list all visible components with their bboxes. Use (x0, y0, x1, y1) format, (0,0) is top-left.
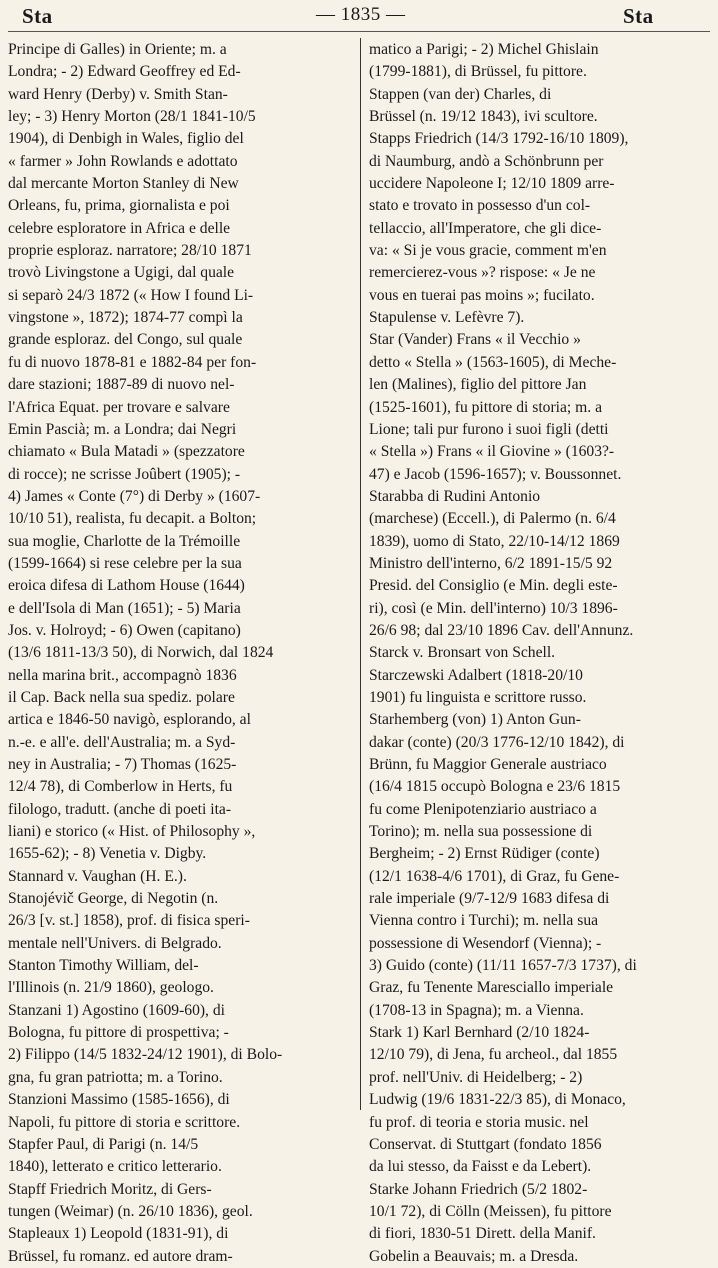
text-line: Brüssel (n. 19/12 1843), ivi scultore. (369, 108, 598, 126)
text-line: 2) Filippo (14/5 1832-24/12 1901), di Bolo- (8, 1046, 283, 1064)
text-line: Presid. del Consiglio (e Min. degli este- (369, 577, 618, 595)
text-line: grande esploraz. del Congo, sul quale (8, 331, 243, 349)
text-line: rale imperiale (9/7-12/9 1683 difesa di (369, 890, 610, 908)
column-divider (360, 38, 361, 1110)
text-line: dal mercante Morton Stanley di New (8, 175, 239, 193)
text-line: (13/6 1811-13/3 50), di Norwich, dal 1824 (8, 644, 274, 662)
text-line: Stappen (van der) Charles, di (369, 85, 552, 103)
text-line: proprie esploraz. narratore; 28/10 1871 (8, 242, 252, 260)
text-line: fu prof. di teoria e storia music. nel (369, 1113, 589, 1131)
text-line: Emin Pascià; m. a Londra; dai Negri (8, 420, 237, 438)
text-line: 1840), letterato e critico letterario. (8, 1158, 222, 1176)
text-line: ward Henry (Derby) v. Smith Stan- (8, 85, 228, 103)
text-line: Stapfer Paul, di Parigi (n. 14/5 (8, 1135, 199, 1153)
text-line: eroica difesa di Lathom House (1644) (8, 577, 245, 595)
text-line: nella marina brit., accompagnò 1836 (8, 666, 237, 684)
text-line: « Stella ») Frans « il Giovine » (1603?- (369, 443, 615, 461)
text-line: filologo, tradutt. (anche di poeti ita- (8, 800, 232, 818)
text-line: Bergheim; - 2) Ernst Rüdiger (conte) (369, 845, 600, 863)
text-line: uccidere Napoleone I; 12/10 1809 arre- (369, 175, 615, 193)
text-line: Londra; - 2) Edward Geoffrey ed Ed- (8, 63, 241, 81)
text-line: (1708-13 in Spagna); m. a Vienna. (369, 1001, 584, 1019)
text-line: stato e trovato in possesso d'un col- (369, 197, 591, 215)
text-line: Stapleaux 1) Leopold (1831-91), di (8, 1225, 229, 1243)
text-line: Ministro dell'interno, 6/2 1891-15/5 92 (369, 554, 613, 572)
text-line: Star (Vander) Frans « il Vecchio » (369, 331, 581, 349)
text-line: (1525-1601), fu pittore di storia; m. a (369, 398, 602, 416)
text-line: detto « Stella » (1563-1605), di Meche- (369, 353, 617, 371)
text-line: 4) James « Conte (7°) di Derby » (1607- (8, 487, 261, 505)
text-line: l'Africa Equat. per trovare e salvare (8, 398, 230, 416)
text-line: (marchese) (Eccell.), di Palermo (n. 6/4 (369, 510, 616, 528)
text-line: 1655-62); - 8) Venetia v. Digby. (8, 845, 207, 863)
text-line: Conservat. di Stuttgart (fondato 1856 (369, 1135, 602, 1153)
text-line: 10/1 72), di Cölln (Meissen), fu pittore (369, 1202, 612, 1220)
header-left-guideword: Sta (22, 4, 53, 28)
text-line: 26/3 [v. st.] 1858), prof. di fisica speri- (8, 912, 250, 930)
text-line: Starhemberg (von) 1) Anton Gun- (369, 711, 581, 729)
text-line: 3) Guido (conte) (11/11 1657-7/3 1737), di (369, 957, 637, 975)
page-header (0, 0, 718, 30)
text-line: Starczewski Adalbert (1818-20/10 (369, 666, 583, 684)
text-line: fu come Plenipotenziario austriaco a (369, 800, 597, 818)
text-line: 12/10 79), di Jena, fu archeol., dal 1855 (369, 1046, 618, 1064)
text-line: Stanton Timothy William, del- (8, 957, 199, 975)
text-line: « farmer » John Rowlands e adottato (8, 152, 238, 170)
text-line: vous en tuerai pas moins »; fucilato. (369, 286, 595, 304)
text-line: Bologna, fu pittore di prospettiva; - (8, 1024, 229, 1042)
text-line: 26/6 98; dal 23/10 1896 Cav. dell'Annunz. (369, 621, 634, 639)
text-line: chiamato « Bula Matadi » (spezzatore (8, 443, 245, 461)
text-line: Stannard v. Vaughan (H. E.). (8, 867, 187, 885)
text-line: sua moglie, Charlotte de la Trémoille (8, 532, 241, 550)
text-line: Stanojévič George, di Negotin (n. (8, 890, 219, 908)
text-line: possessione di Wesendorf (Vienna); - (369, 934, 602, 952)
text-line: mentale nell'Univers. di Belgrado. (8, 934, 222, 952)
text-line: len (Malines), figlio del pittore Jan (369, 376, 587, 394)
text-line: va: « Si je vous gracie, comment m'en (369, 242, 607, 260)
text-line: ley; - 3) Henry Morton (28/1 1841-10/5 (8, 108, 256, 126)
text-line: Stark 1) Karl Bernhard (2/10 1824- (369, 1024, 590, 1042)
text-line: Graz, fu Tenente Maresciallo imperiale (369, 979, 614, 997)
text-line: Jos. v. Holroyd; - 6) Owen (capitano) (8, 621, 241, 639)
text-line: vingstone », 1872); 1874-77 compì la (8, 309, 243, 327)
text-line: (1599-1664) si rese celebre per la sua (8, 554, 242, 572)
text-line: liani) e storico (« Hist. of Philosophy », (8, 823, 256, 841)
text-line: ney in Australia; - 7) Thomas (1625- (8, 756, 237, 773)
text-line: di fiori, 1830-51 Dirett. della Manif. (369, 1225, 596, 1243)
text-line: Stapff Friedrich Moritz, di Gers- (8, 1180, 212, 1198)
text-line: (1799-1881), di Brüssel, fu pittore. (369, 63, 587, 81)
text-line: Starck v. Bronsart von Schell. (369, 644, 556, 662)
text-line: dare stazioni; 1887-89 di nuovo nel- (8, 376, 235, 394)
text-line: 10/10 51), realista, fu decapit. a Bolton; (8, 510, 257, 528)
text-line: matico a Parigi; - 2) Michel Ghislain (369, 41, 599, 58)
text-line: Gobelin a Beauvais; m. a Dresda. (369, 1247, 579, 1265)
text-line: si separò 24/3 1872 (« How I found Li- (8, 286, 254, 304)
text-line: 12/4 78), di Comberlow in Herts, fu (8, 778, 233, 796)
text-line: artica e 1846-50 navigò, esplorando, al (8, 711, 251, 729)
text-line: n.-e. e all'e. dell'Australia; m. a Syd- (8, 733, 236, 751)
left-column (8, 39, 352, 1268)
text-line: prof. nell'Univ. di Heidelberg; - 2) (369, 1068, 583, 1086)
text-line: l'Illinois (n. 21/9 1860), geologo. (8, 979, 214, 997)
text-line: Stapps Friedrich (14/3 1792-16/10 1809), (369, 130, 629, 148)
text-line: Ludwig (19/6 1831-22/3 85), di Monaco, (369, 1091, 626, 1109)
text-line: Stapulense v. Lefèvre 7). (369, 309, 525, 327)
text-line: (16/4 1815 occupò Bologna e 23/6 1815 (369, 778, 621, 796)
text-line: celebre esploratore in Africa e delle (8, 219, 231, 237)
text-line: ri), così (e Min. dell'interno) 10/3 1896- (369, 599, 618, 617)
text-line: e dell'Isola di Man (1651); - 5) Maria (8, 599, 241, 617)
text-line: Orleans, fu, prima, giornalista e poi (8, 197, 230, 215)
text-line: 1904), di Denbigh in Wales, figlio del (8, 130, 244, 148)
page-number: — 1835 — (316, 4, 406, 25)
text-line: Brüssel, fu romanz. ed autore dram- (8, 1247, 233, 1265)
text-line: Starabba di Rudini Antonio (369, 487, 541, 505)
text-line: il Cap. Back nella sua spediz. polare (8, 688, 235, 706)
text-line: Lione; tali pur furono i suoi figli (detti (369, 420, 609, 438)
text-line: 47) e Jacob (1596-1657); v. Boussonnet. (369, 465, 622, 483)
text-line: (12/1 1638-4/6 1701), di Graz, fu Gene- (369, 867, 620, 885)
text-line: 1839), uomo di Stato, 22/10-14/12 1869 (369, 532, 620, 550)
text-line: di rocce); ne scrisse Joûbert (1905); - (8, 465, 241, 483)
text-line: Napoli, fu pittore di storia e scrittore. (8, 1113, 241, 1131)
header-right-guideword: Sta (623, 4, 654, 28)
text-line: remercierez-vous »? rispose: « Je ne (369, 264, 596, 282)
text-line: tellaccio, all'Imperatore, che gli dice- (369, 219, 602, 237)
text-line: fu di nuovo 1878-81 e 1882-84 per fon- (8, 353, 257, 371)
text-line: Stanzani 1) Agostino (1609-60), di (8, 1001, 225, 1019)
text-line: Vienna contro i Turchi); m. nella sua (369, 912, 599, 930)
text-line: Torino); m. nella sua possessione di (369, 823, 593, 841)
text-line: di Naumburg, andò a Schönbrunn per (369, 152, 604, 170)
text-line: trovò Livingstone a Ugigi, dal quale (8, 264, 235, 282)
text-line: Principe di Galles) in Oriente; m. a (8, 41, 227, 58)
header-rule (8, 31, 710, 32)
text-line: da lui stesso, da Faisst e da Lebert). (369, 1158, 592, 1176)
text-line: dakar (conte) (20/3 1776-12/10 1842), di (369, 733, 625, 751)
text-line: 1901) fu linguista e scrittore russo. (369, 688, 587, 706)
text-line: Stanzioni Massimo (1585-1656), di (8, 1091, 230, 1109)
text-line: Brünn, fu Maggior Generale austriaco (369, 756, 607, 773)
text-line: Starke Johann Friedrich (5/2 1802- (369, 1180, 588, 1198)
text-line: tungen (Weimar) (n. 26/10 1836), geol. (8, 1202, 253, 1220)
text-line: gna, fu gran patriotta; m. a Torino. (8, 1068, 223, 1086)
right-column (369, 39, 713, 1268)
